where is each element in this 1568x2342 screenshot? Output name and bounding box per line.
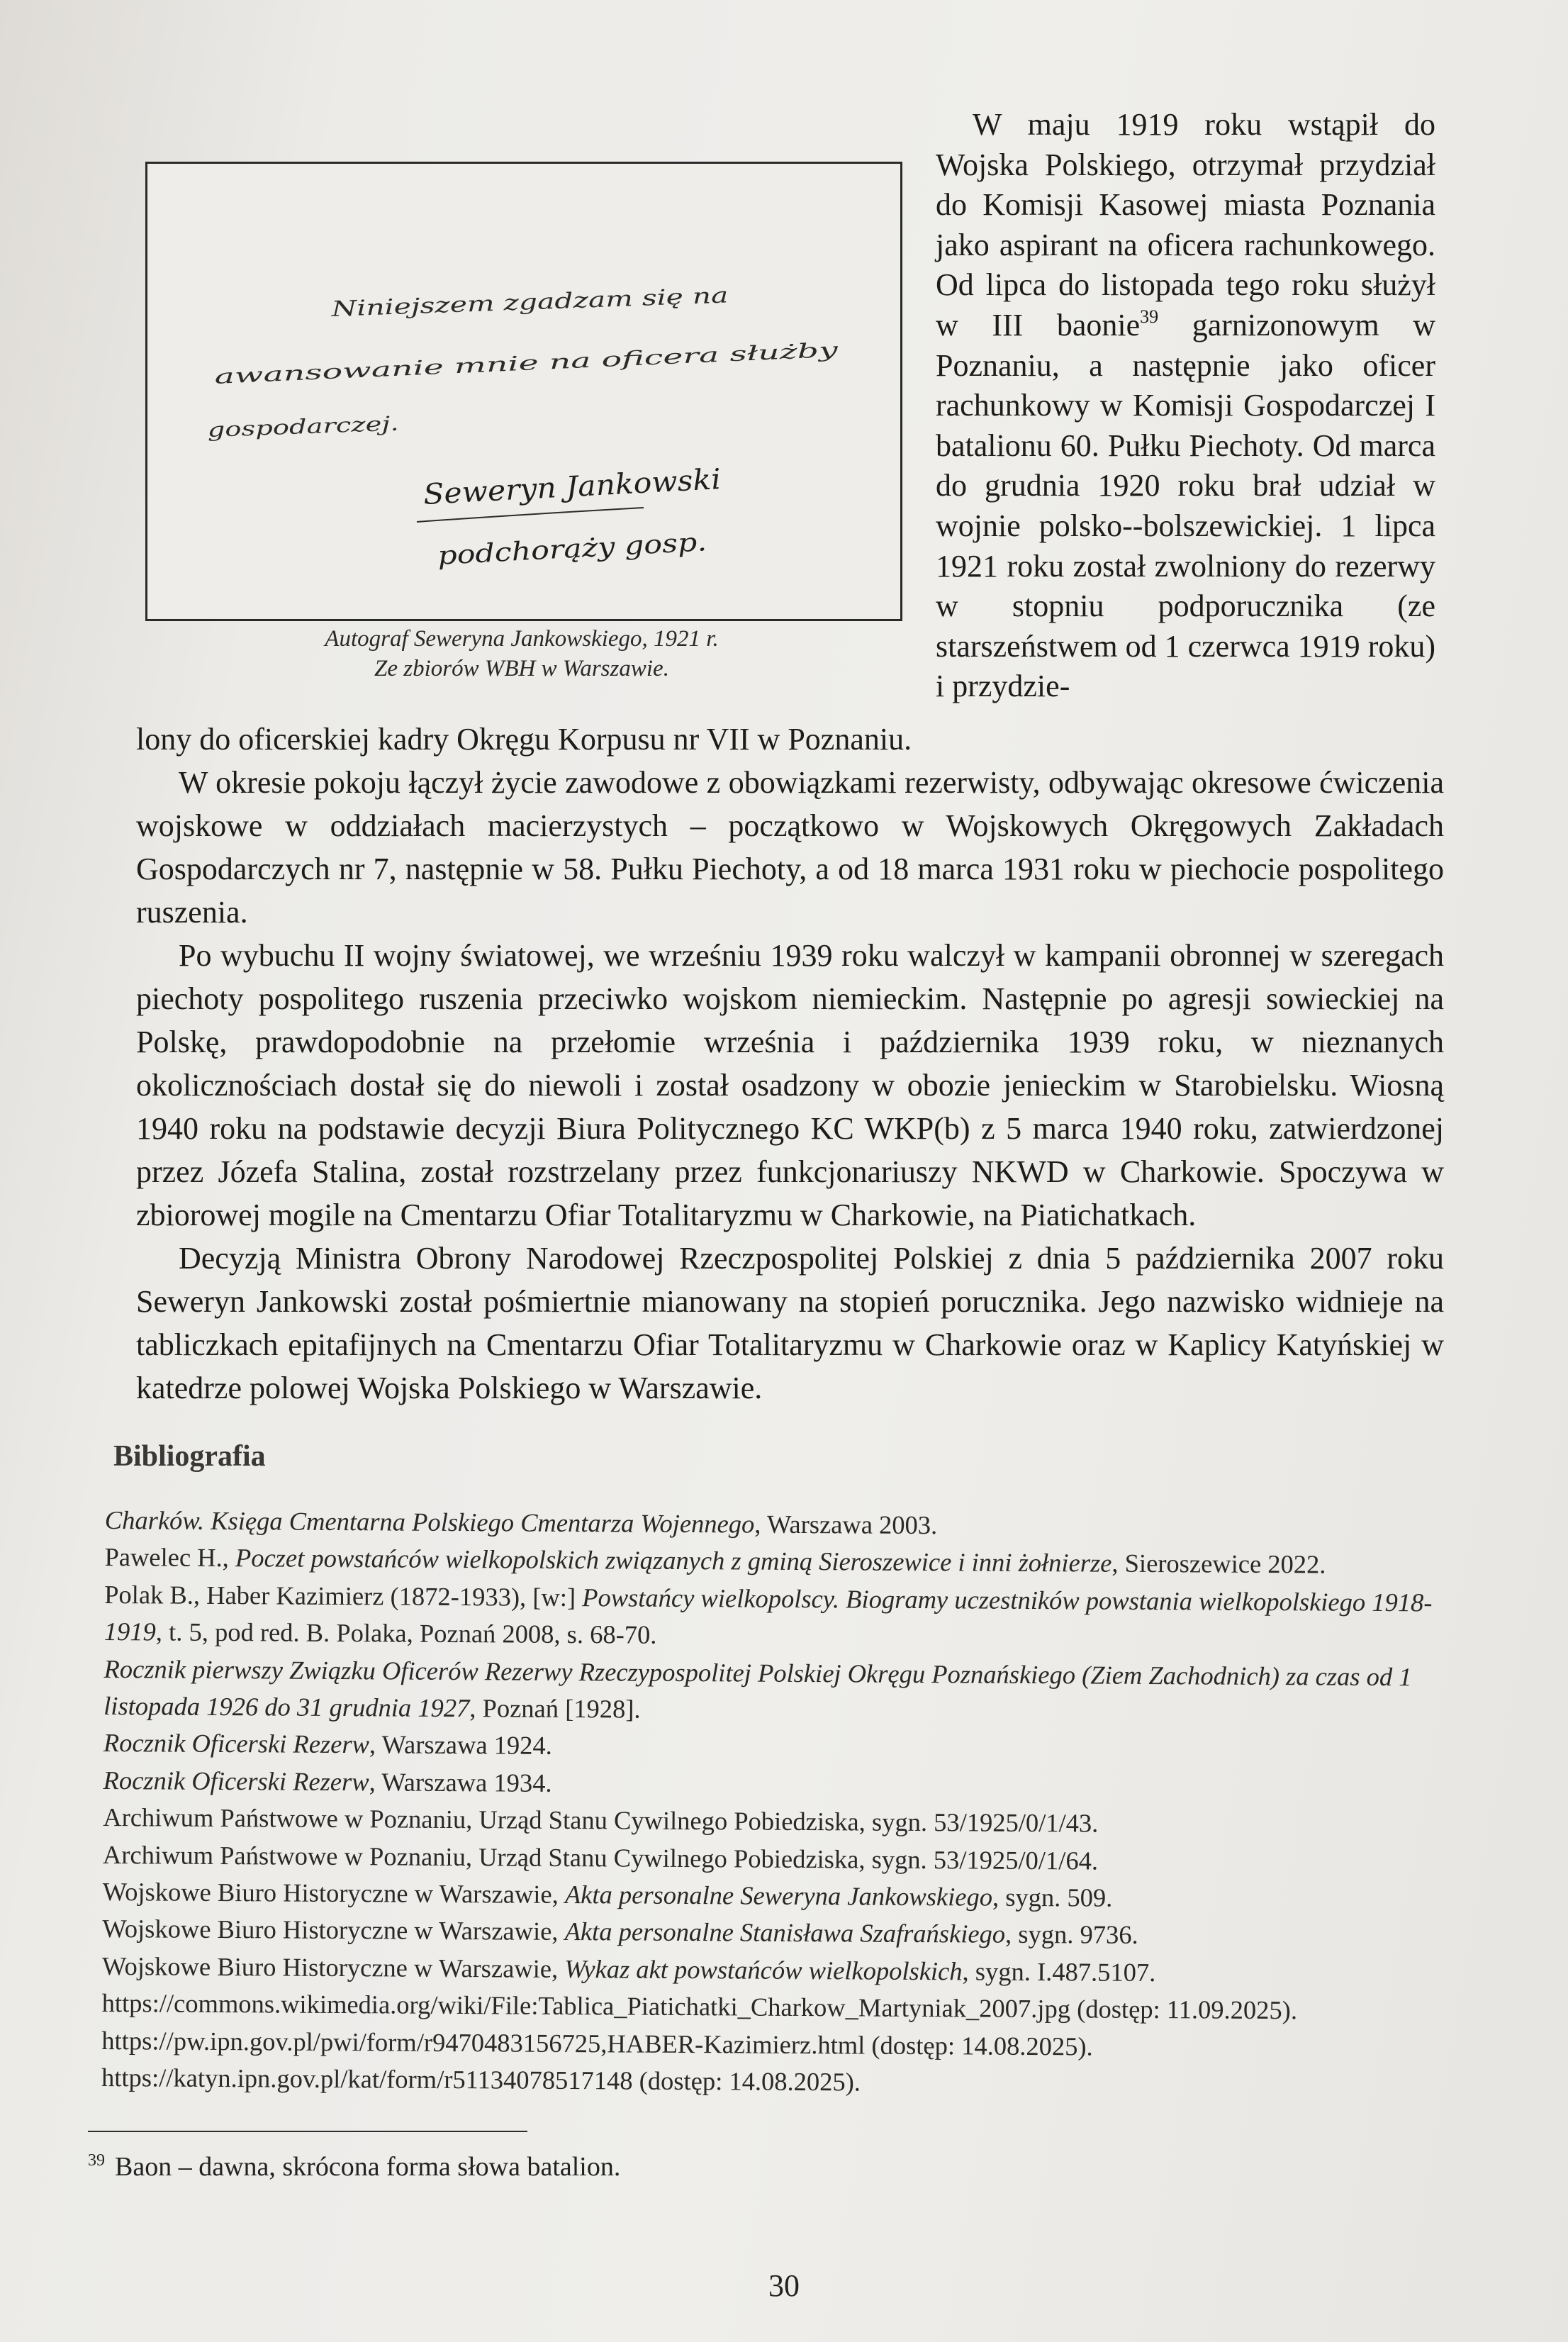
footnote (88, 2143, 620, 2185)
paragraph-war: Po wybuchu II wojny światowej, we wrześniu 1939 roku walczył w kampanii obronnej w szeregach piechoty pospolitego ruszenia przeciwko wojskom niemieckim. Następnie po agresji sowieckiej na Polskę, prawdopodobnie na przełomie września i października 1939 roku, w nieznanych okolicznościach dostał się do niewoli i został osadzony w obozie jenieckim w Starobielsku. Wiosną 1940 roku na podstawie decyzji Biura Politycznego KC WKP(b) z 5 marca 1940 roku, zatwierdzonej przez Józefa Stalina, został rozstrzelany przez funkcjonariuszy NKWD w Charkowie. Spoczywa w zbiorowej mogile na Cmentarzu Ofiar Totalitaryzmu w Charkowie, na Piatichatkach. (136, 938, 1444, 1232)
footnote-reference[interactable]: 39 (1140, 306, 1159, 327)
intro-paragraph (936, 105, 1435, 707)
page-number: 30 (768, 2268, 800, 2303)
bib-entry: Archiwum Państwowe w Poznaniu, Urząd Stanu Cywilnego Pobiedziska, sygn. 53/1925/0/1/43. (103, 1802, 1099, 1838)
bib-entry: Wojskowe Biuro Historyczne w Warszawie, Wykaz akt powstańców wielkopolskich, sygn. I.487.5107. https://commons.wikimedia.org/wiki/File:Tablica_Piatichatki_Charkow_Martyniak_2007.jpg (dostęp: 11.09.2025). (101, 1951, 1298, 2025)
intro-text-b: garnizonowym w Poznaniu, a następnie jako oficer rachunkowy w Komisji Gospodarczej I batalionu 60. Pułku Piechoty. Od marca do grudnia 1920 roku brał udział w wojnie polsko--bolszewickiej. 1 lipca 1921 roku został zwolniony do rezerwy w stopniu podporucznika (ze starszeństwem od 1 czerwca 1919 roku) i przydzie- (936, 307, 1435, 704)
bib-entry: https://katyn.ipn.gov.pl/kat/form/r51134078517148 (dostęp: 14.08.2025). (101, 2063, 861, 2097)
caption-line-2: Ze zbiorów WBH w Warszawie. (374, 656, 669, 681)
bib-entry: Polak B., Haber Kazimierz (1872-1933), [w:] Powstańcy wielkopolscy. Biogramy uczestników powstania wielkopolskiego 1918-1919, t. 5, pod red. B. Polaka, Poznań 2008, s. 68-70. (103, 1579, 1433, 1649)
bib-entry: https://pw.ipn.gov.pl/pwi/form/r9470483156725,HABER-Kazimierz.html (dostęp: 14.08.2025). (101, 2025, 1093, 2061)
caption-line-1: Autograf Seweryna Jankowskiego, 1921 r. (325, 626, 719, 652)
bib-entry: Rocznik Oficerski Rezerw, Warszawa 1924. (103, 1728, 552, 1761)
bib-entry: Charków. Księga Cmentarna Polskiego Cmentarza Wojennego, Warszawa 2003. (104, 1505, 938, 1540)
right-column-text (936, 105, 1435, 707)
main-text (136, 718, 1444, 1410)
bib-entry: Wojskowe Biuro Historyczne w Warszawie, Akta personalne Seweryna Jankowskiego, sygn. 509. (102, 1877, 1113, 1912)
bib-entry: Archiwum Państwowe w Poznaniu, Urząd Stanu Cywilnego Pobiedziska, sygn. 53/1925/0/1/64. (102, 1839, 1099, 1875)
paragraph-posthumous: Decyzją Ministra Obrony Narodowej Rzeczpospolitej Polskiej z dnia 5 października 2007 roku Seweryn Jankowski został pośmiertnie mianowany na stopień porucznika. Jego nazwisko widnieje na tabliczkach epitafijnych na Cmentarzu Ofiar Totalitaryzmu w Charkowie oraz w Kaplicy Katyńskiej w katedrze polowej Wojska Polskiego w Warszawie. (136, 1241, 1444, 1405)
footnote-text: Baon – dawna, skrócona forma słowa batalion. (115, 2152, 621, 2182)
bib-entry: Wojskowe Biuro Historyczne w Warszawie, Akta personalne Stanisława Szafrańskiego, sygn. 9736. (102, 1914, 1138, 1950)
autograph-image (145, 162, 902, 621)
paragraph-peacetime: W okresie pokoju łączył życie zawodowe z obowiązkami rezerwisty, odbywając okresowe ćwiczenia wojskowe w oddziałach macierzystych – początkowo w Wojskowych Okręgowych Zakładach Gospodarczych nr 7, następnie w 58. Pułku Piechoty, a od 18 marca 1931 roku w piechocie pospolitego ruszenia. (136, 765, 1444, 930)
handwriting-line-2: awansowanie mnie na oficera służby (213, 349, 583, 389)
footnote-number: 39 (88, 2151, 105, 2170)
handwriting-line-3: gospodarczej. (207, 413, 347, 442)
bib-entry: Pawelec H., Poczet powstańców wielkopolskich związanych z gminą Sieroszewice i inni żołnierze, Sieroszewice 2022. (104, 1542, 1326, 1579)
bibliography-list (101, 1502, 1477, 2104)
handwritten-note-image (147, 164, 900, 619)
continuation-line: lony do oficerskiej kadry Okręgu Korpusu nr VII w Poznaniu. (136, 722, 912, 757)
figure-caption (145, 624, 898, 684)
handwriting-signature: Seweryn Jankowski (422, 464, 704, 511)
bibliography-heading: Bibliografia (113, 1440, 266, 1473)
footnote-divider (88, 2131, 527, 2132)
bib-entry: Rocznik pierwszy Związku Oficerów Rezerwy Rzeczypospolitej Polskiej Okręgu Poznańskiego (Ziem Zachodnich) za czas od 1 listopada 1926 do 31 grudnia 1927, Poznań [1928]. (103, 1654, 1412, 1724)
intro-text-a: W maju 1919 roku wstąpił do Wojska Polskiego, otrzymał przydział do Komisji Kasowej miasta Poznania jako aspirant na oficera rachunkowego. Od lipca do listopada tego roku służył w III baonie (936, 107, 1435, 342)
handwriting-line-1: Niniejszem zgadzam się na (331, 286, 625, 322)
bib-entry: Rocznik Oficerski Rezerw, Warszawa 1934. (103, 1765, 552, 1797)
handwriting-rank: podchorąży gosp. (437, 530, 665, 571)
